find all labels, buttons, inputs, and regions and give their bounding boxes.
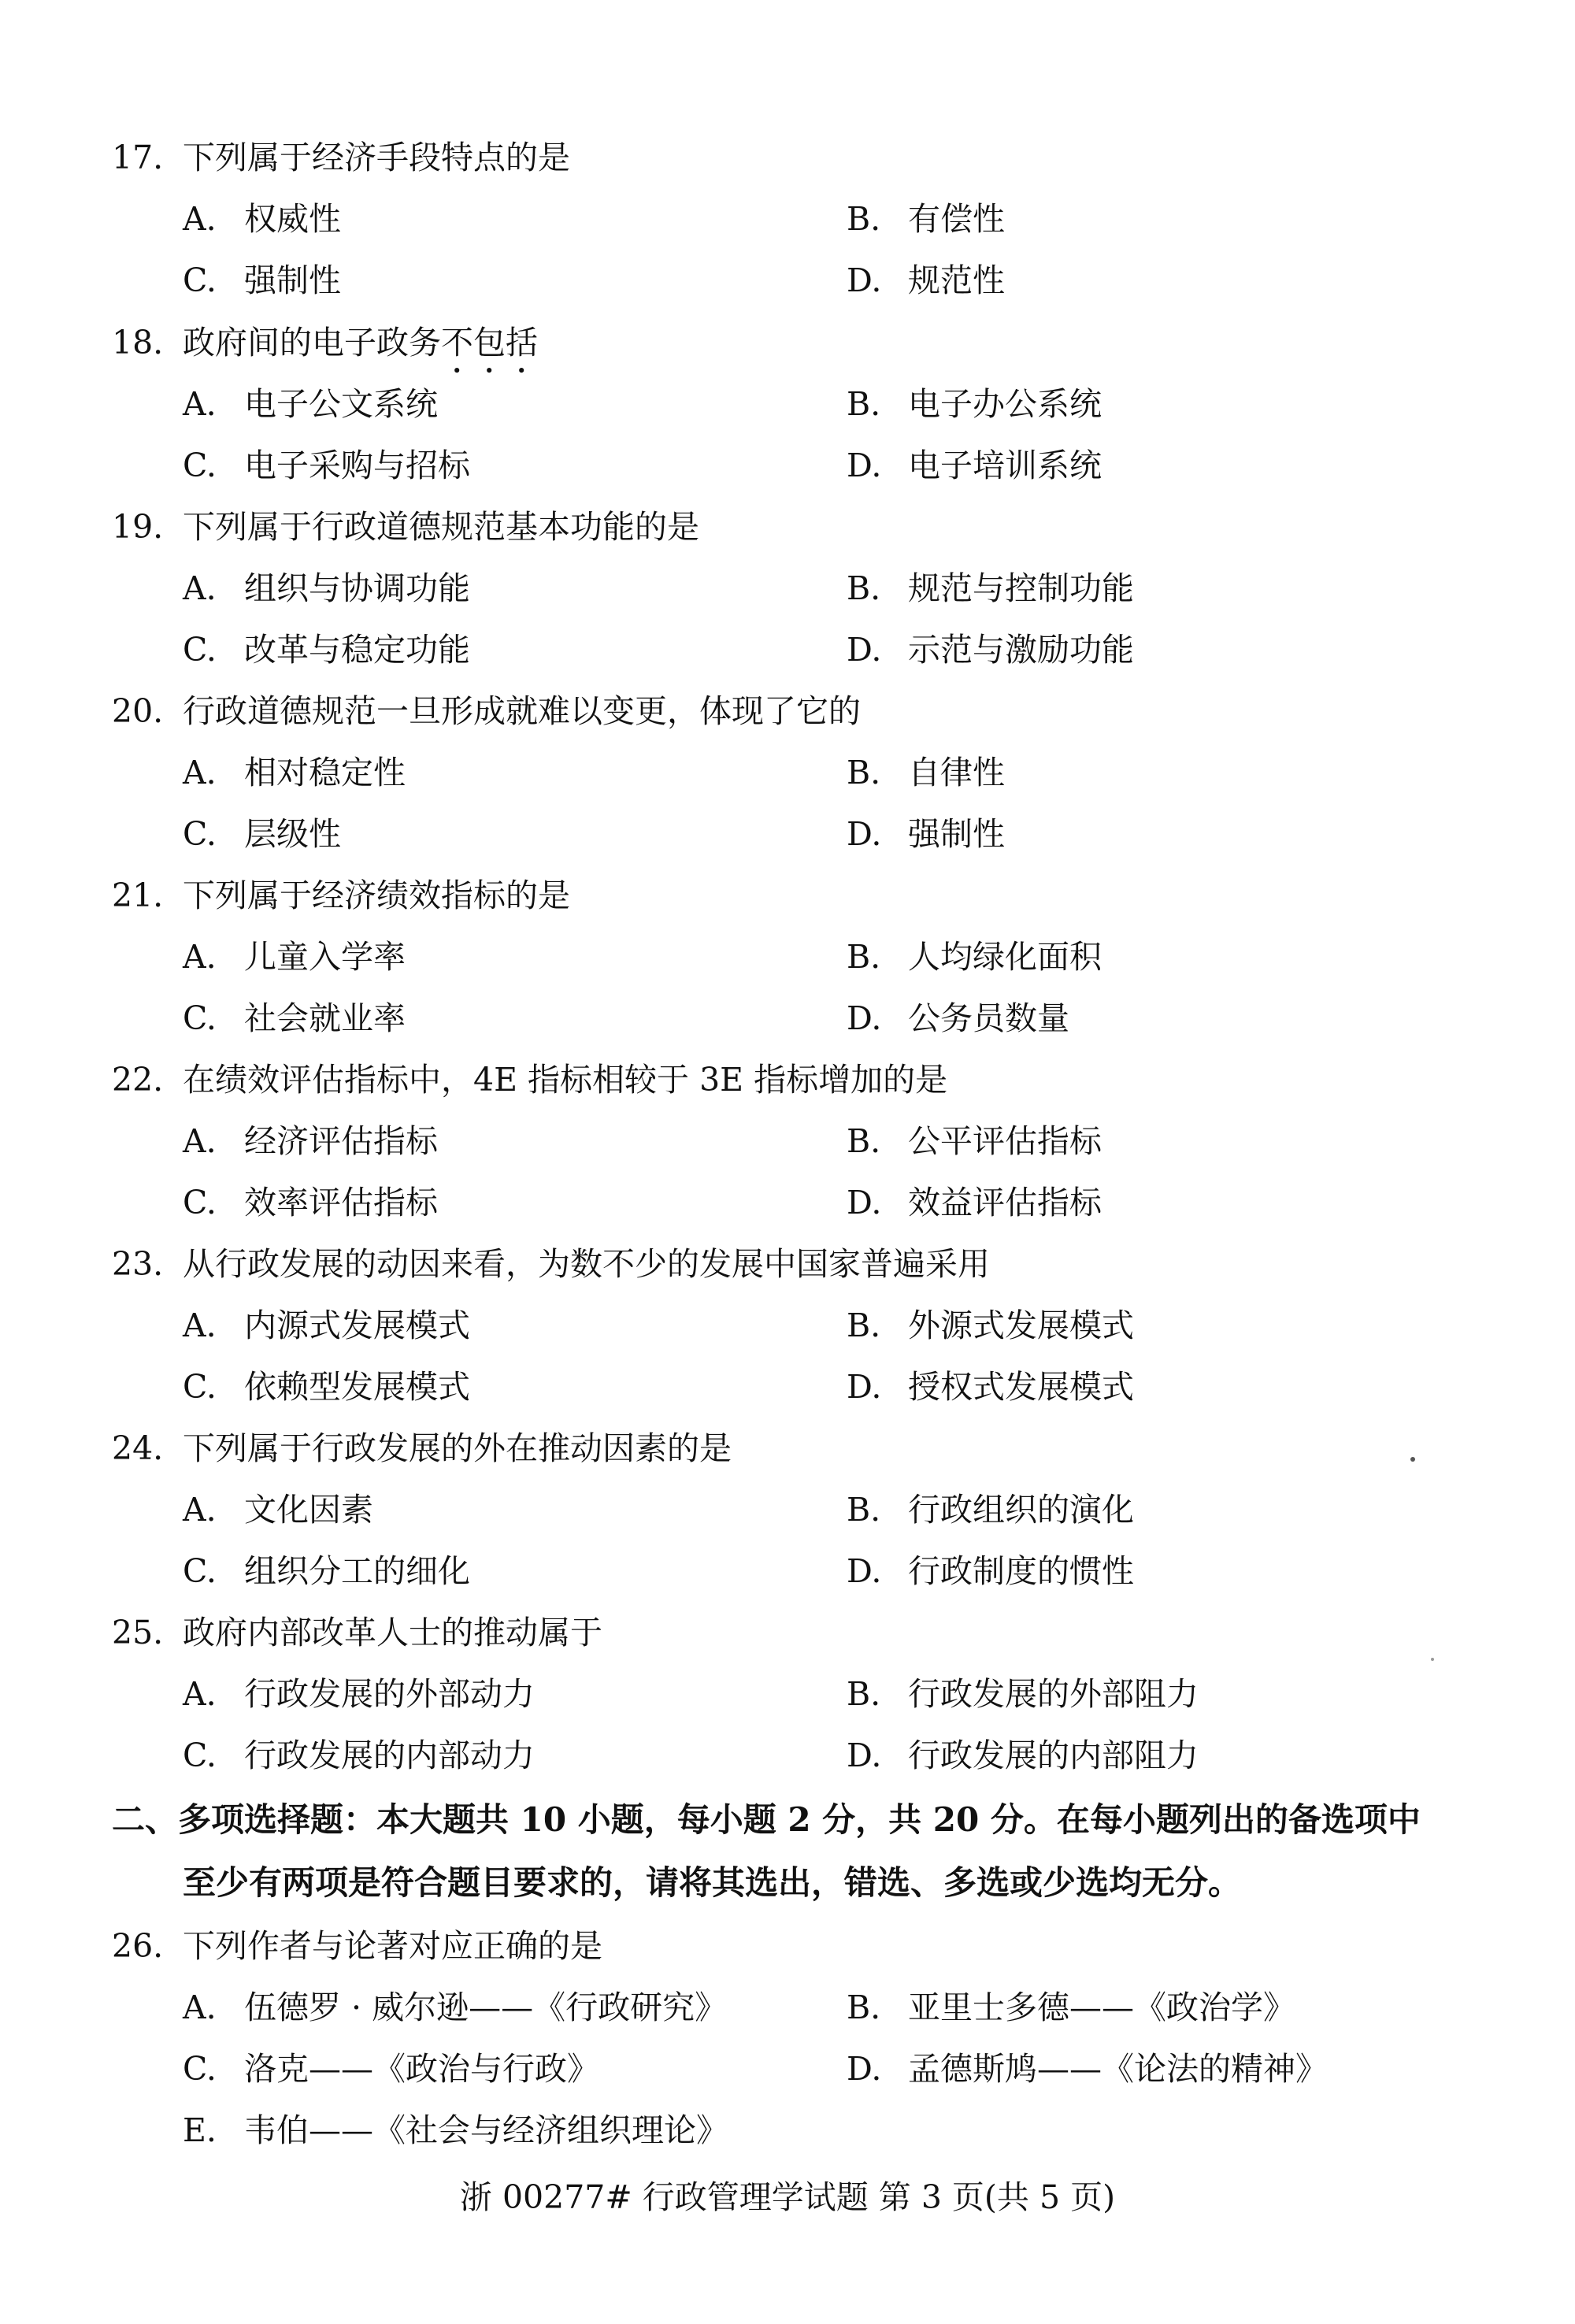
options-row xyxy=(0,1984,1575,2031)
scan-speck xyxy=(1410,1457,1415,1462)
question-24 xyxy=(0,1425,1575,1472)
option-d: D. 效益评估指标 xyxy=(847,1184,1102,1221)
emphasis-text: 不包括 xyxy=(441,324,538,361)
question-21 xyxy=(0,872,1575,919)
question-17 xyxy=(0,134,1575,181)
options-row xyxy=(0,1732,1575,1779)
question-number: 24. xyxy=(112,1429,164,1467)
question-number: 23. xyxy=(112,1245,164,1283)
option-a: A. 电子公文系统 xyxy=(183,385,438,423)
option-d: D. 电子培训系统 xyxy=(847,447,1102,484)
question-number: 19. xyxy=(112,508,164,546)
question-stem: 下列属于经济绩效指标的是 xyxy=(183,877,570,914)
option-a: A. 内源式发展模式 xyxy=(183,1307,470,1344)
option-c: C. 组织分工的细化 xyxy=(183,1552,470,1590)
question-26 xyxy=(0,1922,1575,1970)
option-b: B. 行政组织的演化 xyxy=(847,1491,1134,1529)
option-b: B. 电子办公系统 xyxy=(847,385,1102,423)
options-row xyxy=(0,1302,1575,1349)
question-22 xyxy=(0,1056,1575,1103)
question-19 xyxy=(0,503,1575,550)
options-row xyxy=(0,1486,1575,1533)
options-row xyxy=(0,1118,1575,1165)
question-number: 21. xyxy=(112,877,164,914)
option-a: A. 伍德罗 · 威尔逊——《行政研究》 xyxy=(183,1989,728,2026)
section-heading-line-1: 二、多项选择题：本大题共 10 小题，每小题 2 分，共 20 分。在每小题列出的备选项中 xyxy=(112,1800,1421,1839)
options-row xyxy=(0,257,1575,304)
question-stem: 政府间的电子政务不包括 xyxy=(183,324,538,361)
question-stem: 下列属于行政发展的外在推动因素的是 xyxy=(183,1429,732,1467)
option-b: B. 公平评估指标 xyxy=(847,1122,1102,1160)
options-row xyxy=(0,749,1575,796)
options-row xyxy=(0,565,1575,612)
option-d: D. 授权式发展模式 xyxy=(847,1368,1134,1406)
question-stem: 从行政发展的动因来看，为数不少的发展中国家普遍采用 xyxy=(183,1245,990,1283)
option-b: B. 自律性 xyxy=(847,754,1005,791)
options-row xyxy=(0,810,1575,858)
question-stem: 下列属于经济手段特点的是 xyxy=(183,139,570,176)
question-number: 25. xyxy=(112,1614,164,1651)
option-d: D. 示范与激励功能 xyxy=(847,631,1134,669)
question-stem: 政府内部改革人士的推动属于 xyxy=(183,1614,602,1651)
question-stem: 在绩效评估指标中，4E 指标相较于 3E 指标增加的是 xyxy=(183,1061,948,1099)
option-d: D. 孟德斯鸠——《论法的精神》 xyxy=(847,2050,1328,2088)
option-c: C. 电子采购与招标 xyxy=(183,447,470,484)
option-b: B. 有偿性 xyxy=(847,200,1005,238)
options-row xyxy=(0,1363,1575,1410)
question-number: 20. xyxy=(112,692,164,730)
options-row xyxy=(0,933,1575,980)
options-row xyxy=(0,195,1575,243)
option-d: D. 行政发展的内部阻力 xyxy=(847,1737,1199,1774)
option-b: B. 亚里士多德——《政治学》 xyxy=(847,1989,1295,2026)
option-d: D. 规范性 xyxy=(847,261,1005,299)
question-stem: 下列作者与论著对应正确的是 xyxy=(183,1927,602,1965)
option-a: A. 行政发展的外部动力 xyxy=(183,1675,535,1713)
question-number: 17. xyxy=(112,139,164,176)
question-number: 22. xyxy=(112,1061,164,1099)
option-b: B. 规范与控制功能 xyxy=(847,569,1134,607)
option-d: D. 强制性 xyxy=(847,815,1005,853)
options-row xyxy=(0,442,1575,489)
scan-speck xyxy=(1431,1658,1434,1661)
option-b: B. 人均绿化面积 xyxy=(847,938,1102,976)
option-e: E. 韦伯——《社会与经济组织理论》 xyxy=(183,2111,728,2149)
question-stem: 行政道德规范一旦形成就难以变更，体现了它的 xyxy=(183,692,861,730)
option-c: C. 效率评估指标 xyxy=(183,1184,438,1221)
option-c: C. 层级性 xyxy=(183,815,341,853)
option-b: B. 外源式发展模式 xyxy=(847,1307,1134,1344)
option-a: A. 儿童入学率 xyxy=(183,938,406,976)
option-a: A. 经济评估指标 xyxy=(183,1122,438,1160)
option-a: A. 权威性 xyxy=(183,200,341,238)
option-d: D. 行政制度的惯性 xyxy=(847,1552,1134,1590)
options-row xyxy=(0,1670,1575,1718)
options-row xyxy=(0,2045,1575,2092)
option-a: A. 文化因素 xyxy=(183,1491,373,1529)
options-row xyxy=(0,1179,1575,1226)
option-c: C. 社会就业率 xyxy=(183,999,406,1037)
options-row xyxy=(0,1547,1575,1595)
question-18 xyxy=(0,319,1575,366)
question-23 xyxy=(0,1240,1575,1288)
option-c: C. 洛克——《政治与行政》 xyxy=(183,2050,599,2088)
section-heading-line-2: 至少有两项是符合题目要求的，请将其选出，错选、多选或少选均无分。 xyxy=(183,1863,1242,1902)
question-number: 26. xyxy=(112,1927,164,1965)
option-c: C. 强制性 xyxy=(183,261,341,299)
options-row xyxy=(0,380,1575,428)
option-a: A. 相对稳定性 xyxy=(183,754,406,791)
page-footer: 浙 00277# 行政管理学试题 第 3 页(共 5 页) xyxy=(459,2178,1116,2216)
option-b: B. 行政发展的外部阻力 xyxy=(847,1675,1199,1713)
question-number: 18. xyxy=(112,324,164,361)
option-a: A. 组织与协调功能 xyxy=(183,569,470,607)
question-25 xyxy=(0,1609,1575,1656)
option-c: C. 依赖型发展模式 xyxy=(183,1368,470,1406)
question-20 xyxy=(0,688,1575,735)
question-stem: 下列属于行政道德规范基本功能的是 xyxy=(183,508,699,546)
options-row xyxy=(0,2107,1575,2154)
option-d: D. 公务员数量 xyxy=(847,999,1069,1037)
option-c: C. 行政发展的内部动力 xyxy=(183,1737,535,1774)
options-row xyxy=(0,626,1575,673)
options-row xyxy=(0,995,1575,1042)
option-c: C. 改革与稳定功能 xyxy=(183,631,470,669)
